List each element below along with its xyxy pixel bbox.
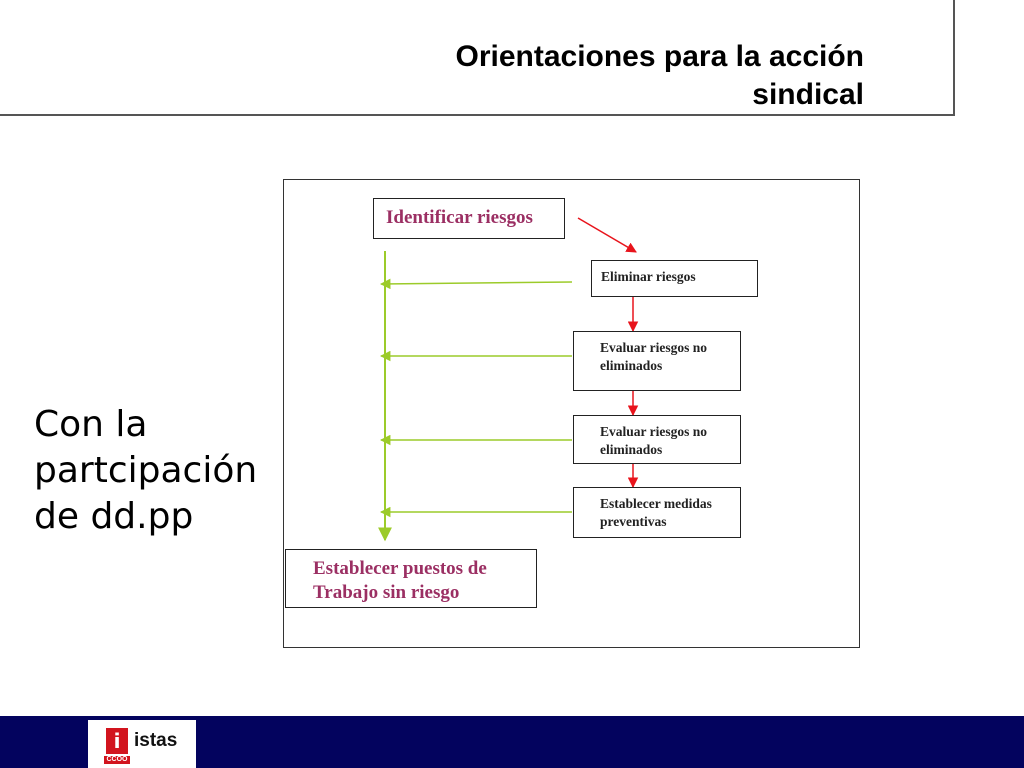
arrow-identificar-to-eliminar bbox=[578, 218, 636, 252]
node-establecer-medidas bbox=[573, 487, 741, 538]
istas-logo bbox=[88, 720, 196, 768]
node-establecer-puestos bbox=[285, 549, 537, 608]
node-puestos-label: Establecer puestos de Trabajo sin riesgo bbox=[313, 558, 487, 603]
node-evaluar-riesgos-2 bbox=[573, 415, 741, 464]
logo-mark-icon: i bbox=[106, 728, 128, 754]
node-eliminar-label: Eliminar riesgos bbox=[601, 269, 696, 284]
side-caption: Con la partcipación de dd.pp bbox=[34, 404, 258, 537]
footer-bar bbox=[0, 716, 1024, 768]
logo-text: istas bbox=[134, 730, 178, 751]
node-eliminar-riesgos bbox=[591, 260, 758, 297]
logo-sub-text: CCOO bbox=[104, 756, 130, 764]
node-evaluar-2-label: Evaluar riesgos no eliminados bbox=[600, 424, 708, 457]
page-title: Orientaciones para la acción sindical bbox=[455, 40, 864, 111]
node-medidas-label: Establecer medidas preventivas bbox=[600, 496, 712, 529]
node-evaluar-riesgos-1 bbox=[573, 331, 741, 391]
feedback-arrow-eliminar bbox=[381, 282, 572, 284]
node-evaluar-1-label: Evaluar riesgos no eliminados bbox=[600, 340, 708, 373]
node-identificar-riesgos bbox=[373, 198, 565, 239]
node-identificar-label: Identificar riesgos bbox=[386, 207, 533, 228]
